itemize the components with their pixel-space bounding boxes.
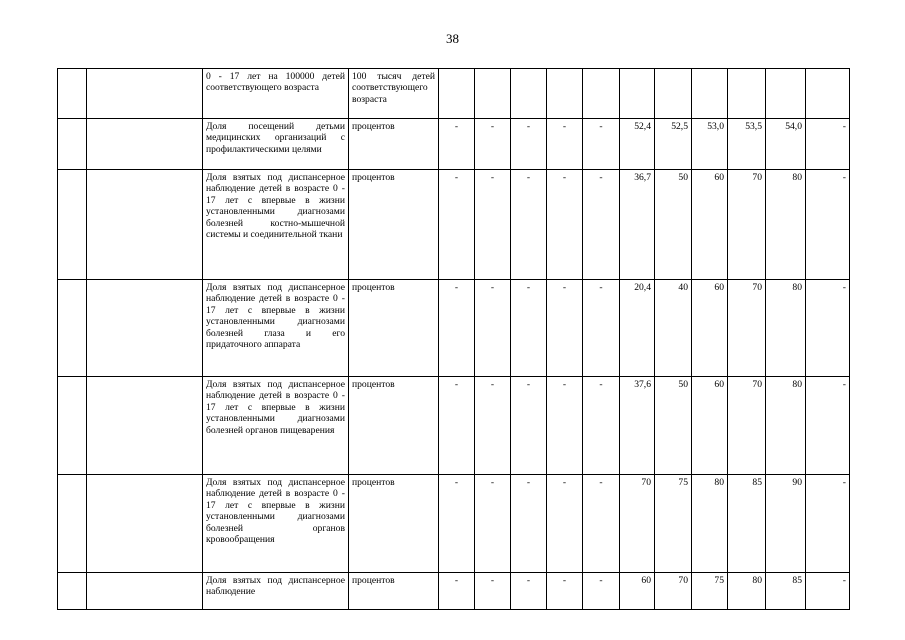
indicator-description: Доля взятых под диспансерное наблюдение детей в возрасте 0 - 17 лет с впервые в жизни установленными диагнозами болезней костно-мышечной системы и соединительной ткани bbox=[203, 170, 349, 280]
value-cell bbox=[547, 69, 583, 119]
value-cell: 80 bbox=[766, 280, 806, 377]
value-cell: - bbox=[511, 377, 547, 475]
value-cell: 54,0 bbox=[766, 119, 806, 170]
value-cell: - bbox=[475, 475, 511, 573]
value-cell: - bbox=[583, 573, 620, 610]
value-cell: 60 bbox=[692, 280, 728, 377]
value-cell: 75 bbox=[655, 475, 692, 573]
value-cell: 80 bbox=[728, 573, 766, 610]
value-cell: 80 bbox=[766, 377, 806, 475]
value-cell: 53,0 bbox=[692, 119, 728, 170]
unit-cell: процентов bbox=[349, 475, 439, 573]
value-cell: 52,5 bbox=[655, 119, 692, 170]
value-cell: - bbox=[806, 377, 850, 475]
value-cell: - bbox=[583, 119, 620, 170]
value-cell: - bbox=[806, 280, 850, 377]
value-cell: - bbox=[511, 119, 547, 170]
value-cell: - bbox=[547, 170, 583, 280]
value-cell bbox=[655, 69, 692, 119]
indicator-description: Доля посещений детьми медицинских организаций с профилактическими целями bbox=[203, 119, 349, 170]
value-cell: - bbox=[511, 170, 547, 280]
value-cell: - bbox=[511, 280, 547, 377]
indicators-table bbox=[57, 68, 850, 610]
value-cell bbox=[583, 69, 620, 119]
indicator-description: Доля взятых под диспансерное наблюдение детей в возрасте 0 - 17 лет с впервые в жизни установленными диагнозами болезней органов кровообращения bbox=[203, 475, 349, 573]
indicator-description: Доля взятых под диспансерное наблюдение детей в возрасте 0 - 17 лет с впервые в жизни установленными диагнозами болезней органов пищеварения bbox=[203, 377, 349, 475]
value-cell: 85 bbox=[766, 573, 806, 610]
value-cell bbox=[728, 69, 766, 119]
row-number-cell bbox=[58, 377, 87, 475]
value-cell: - bbox=[439, 280, 475, 377]
row-number-cell bbox=[58, 170, 87, 280]
value-cell: - bbox=[511, 475, 547, 573]
value-cell: - bbox=[439, 119, 475, 170]
indicator-description: Доля взятых под диспансерное наблюдение детей в возрасте 0 - 17 лет с впервые в жизни установленными диагнозами болезней глаза и его придаточного аппарата bbox=[203, 280, 349, 377]
program-cell bbox=[87, 475, 203, 573]
value-cell: 70 bbox=[620, 475, 655, 573]
value-cell: 52,4 bbox=[620, 119, 655, 170]
row-number-cell bbox=[58, 475, 87, 573]
value-cell: 60 bbox=[692, 377, 728, 475]
program-cell bbox=[87, 119, 203, 170]
value-cell: - bbox=[547, 377, 583, 475]
page-number: 38 bbox=[446, 31, 459, 46]
value-cell: - bbox=[583, 280, 620, 377]
indicator-description: Доля взятых под диспансерное наблюдение bbox=[203, 573, 349, 610]
row-number-cell bbox=[58, 280, 87, 377]
value-cell: - bbox=[475, 377, 511, 475]
program-cell bbox=[87, 377, 203, 475]
value-cell: 70 bbox=[728, 170, 766, 280]
table-row bbox=[58, 475, 850, 573]
value-cell: 80 bbox=[692, 475, 728, 573]
value-cell: - bbox=[475, 280, 511, 377]
table-row bbox=[58, 170, 850, 280]
value-cell: 40 bbox=[655, 280, 692, 377]
program-cell bbox=[87, 69, 203, 119]
value-cell: 37,6 bbox=[620, 377, 655, 475]
row-number-cell bbox=[58, 119, 87, 170]
unit-cell: 100 тысяч детей соответствующего возраста bbox=[349, 69, 439, 119]
value-cell: 75 bbox=[692, 573, 728, 610]
value-cell: 60 bbox=[692, 170, 728, 280]
value-cell bbox=[692, 69, 728, 119]
value-cell bbox=[806, 69, 850, 119]
row-number-cell bbox=[58, 573, 87, 610]
value-cell bbox=[511, 69, 547, 119]
value-cell: - bbox=[806, 170, 850, 280]
value-cell bbox=[475, 69, 511, 119]
value-cell: 90 bbox=[766, 475, 806, 573]
value-cell: 50 bbox=[655, 377, 692, 475]
value-cell: 80 bbox=[766, 170, 806, 280]
value-cell: 70 bbox=[655, 573, 692, 610]
value-cell: 60 bbox=[620, 573, 655, 610]
value-cell: - bbox=[806, 475, 850, 573]
value-cell bbox=[766, 69, 806, 119]
value-cell: - bbox=[547, 573, 583, 610]
value-cell: - bbox=[439, 573, 475, 610]
program-cell bbox=[87, 280, 203, 377]
unit-cell: процентов bbox=[349, 377, 439, 475]
value-cell: 85 bbox=[728, 475, 766, 573]
value-cell: 20,4 bbox=[620, 280, 655, 377]
value-cell: - bbox=[439, 170, 475, 280]
value-cell: - bbox=[439, 475, 475, 573]
program-cell bbox=[87, 170, 203, 280]
value-cell: - bbox=[547, 280, 583, 377]
value-cell: - bbox=[475, 170, 511, 280]
table-row bbox=[58, 377, 850, 475]
value-cell: - bbox=[806, 573, 850, 610]
value-cell: - bbox=[475, 119, 511, 170]
value-cell: - bbox=[475, 573, 511, 610]
row-number-cell bbox=[58, 69, 87, 119]
value-cell: - bbox=[583, 377, 620, 475]
value-cell: 70 bbox=[728, 280, 766, 377]
value-cell: 50 bbox=[655, 170, 692, 280]
indicator-description: 0 - 17 лет на 100000 детей соответствующего возраста bbox=[203, 69, 349, 119]
value-cell: - bbox=[583, 170, 620, 280]
unit-cell: процентов bbox=[349, 573, 439, 610]
table-row bbox=[58, 69, 850, 119]
value-cell: - bbox=[439, 377, 475, 475]
value-cell: 36,7 bbox=[620, 170, 655, 280]
value-cell: - bbox=[547, 475, 583, 573]
value-cell: - bbox=[547, 119, 583, 170]
program-cell bbox=[87, 573, 203, 610]
table-row bbox=[58, 119, 850, 170]
value-cell bbox=[620, 69, 655, 119]
value-cell: - bbox=[806, 119, 850, 170]
unit-cell: процентов bbox=[349, 170, 439, 280]
table-row bbox=[58, 280, 850, 377]
value-cell: 70 bbox=[728, 377, 766, 475]
value-cell bbox=[439, 69, 475, 119]
unit-cell: процентов bbox=[349, 119, 439, 170]
value-cell: - bbox=[511, 573, 547, 610]
value-cell: - bbox=[583, 475, 620, 573]
value-cell: 53,5 bbox=[728, 119, 766, 170]
table-row bbox=[58, 573, 850, 610]
unit-cell: процентов bbox=[349, 280, 439, 377]
